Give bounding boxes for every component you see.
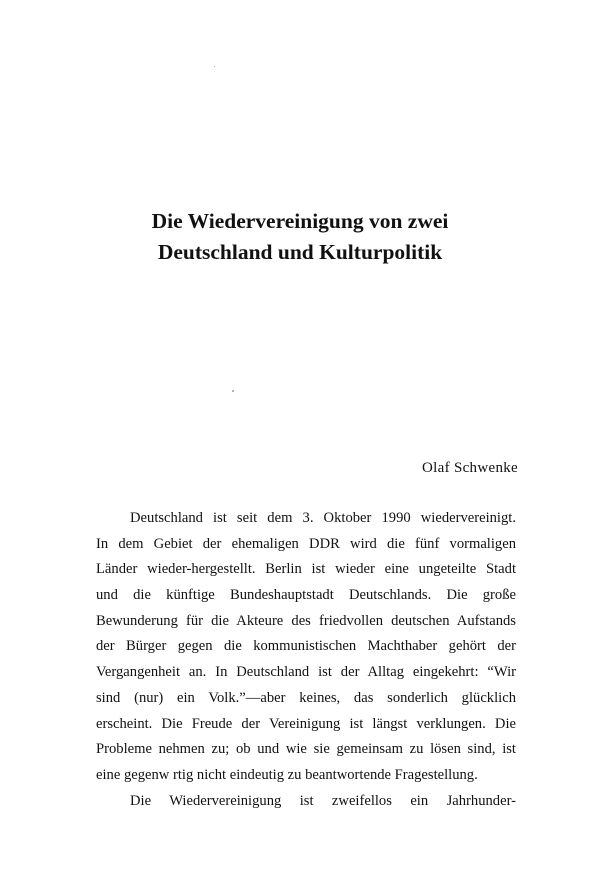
body-line: und die künftige Bundeshauptstadt Deutschlands. Die große — [96, 587, 516, 604]
body-line: der Bürger gegen die kommunistischen Machthaber gehört der — [96, 638, 516, 655]
body-line: Probleme nehmen zu; ob und wie sie gemeinsam zu lösen sind, ist — [96, 741, 516, 758]
body-text — [96, 506, 516, 814]
article-title — [0, 206, 600, 268]
body-line: In dem Gebiet der ehemaligen DDR wird die fünf vormaligen — [96, 535, 516, 552]
author-name: Olaf Schwenke — [422, 460, 518, 476]
scan-speck — [232, 390, 234, 392]
body-line: sind (nur) ein Volk.”—aber keines, das sonderlich glücklich — [96, 689, 516, 706]
body-line: Die Wiedervereinigung ist zweifellos ein Jahrhunder- — [130, 792, 516, 809]
article-title-line-1: Die Wiedervereinigung von zwei — [151, 209, 449, 233]
article-title-line-2: Deutschland und Kulturpolitik — [157, 240, 443, 264]
body-line: Deutschland ist seit dem 3. Oktober 1990 wiedervereinigt. — [130, 510, 516, 526]
body-line: erscheint. Die Freude der Vereinigung ist längst verklungen. Die — [96, 715, 516, 732]
scan-speck — [214, 66, 215, 67]
body-line: Bewunderung für die Akteure des friedvollen deutschen Aufstands — [96, 612, 516, 629]
body-line: Vergangenheit an. In Deutschland ist der Alltag eingekehrt: “Wir — [96, 664, 516, 681]
body-line: Länder wieder-hergestellt. Berlin ist wieder eine ungeteilte Stadt — [96, 561, 516, 578]
body-line: eine gegenw rtig nicht eindeutig zu beantwortende Fragestellung. — [96, 766, 478, 783]
